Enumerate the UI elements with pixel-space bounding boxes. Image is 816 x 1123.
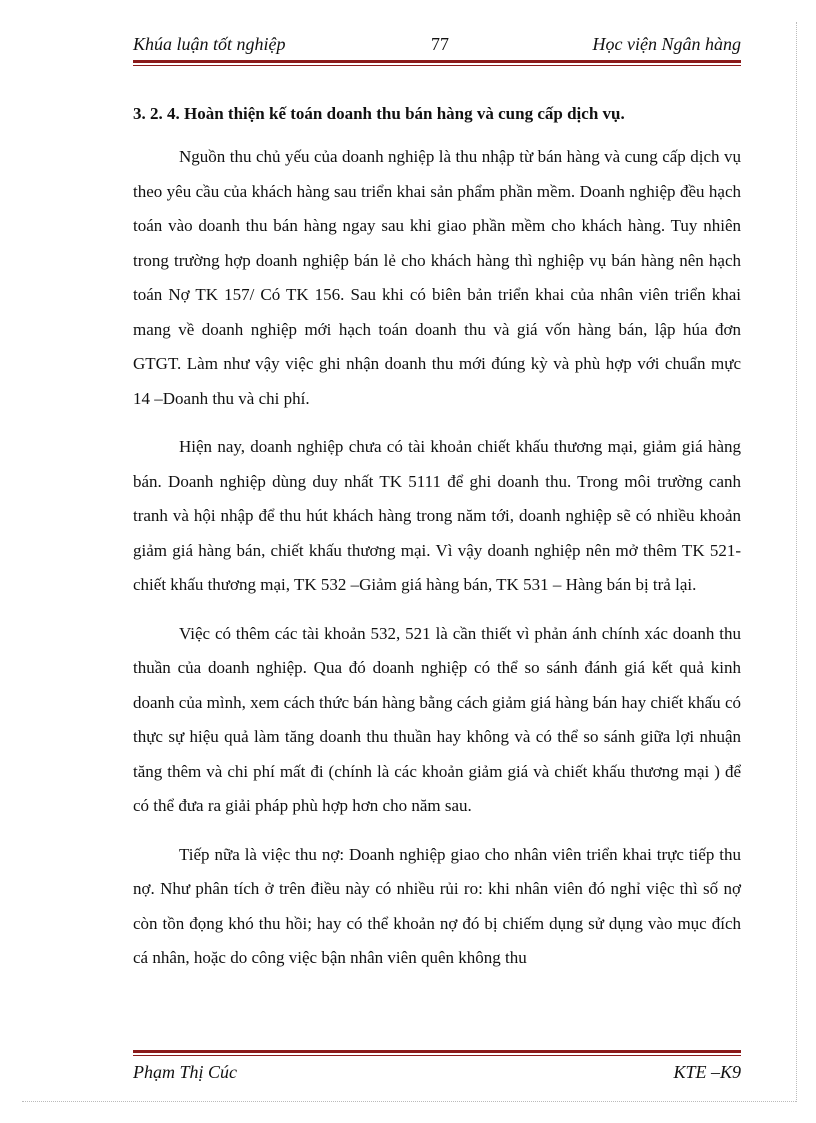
- section-heading: 3. 2. 4. Hoàn thiện kế toán doanh thu bán hàng và cung cấp dịch vụ.: [133, 104, 625, 123]
- paragraph-3: Việc có thêm các tài khoản 532, 521 là cần thiết vì phản ánh chính xác doanh thu thuần của doanh nghiệp. Qua đó doanh nghiệp có thể so sánh đánh giá kết quả kinh doanh của mình, xem cách thức bán hàng bằng cách giảm giá hàng bán hay chiết khấu có thực sự hiệu quả làm tăng doanh thu thuần hay không và có thể so sánh giữa lợi nhuận tăng thêm và chi phí mất đi (chính là các khoản giảm giá và chiết khấu thương mại ) để có thể đưa ra giải pháp phù hợp hơn cho năm sau.: [133, 623, 741, 815]
- paragraph-1: Nguồn thu chủ yếu của doanh nghiệp là thu nhập từ bán hàng và cung cấp dịch vụ theo yêu cầu của khách hàng sau triển khai sản phẩm phần mềm. Doanh nghiệp đều hạch toán vào doanh thu bán hàng ngay sau khi giao phần mềm cho khách hàng. Tuy nhiên trong trường hợp doanh nghiệp bán lẻ cho khách hàng thì nghiệp vụ bán hàng nên hạch toán Nợ TK 157/ Có TK 156. Sau khi có biên bản triển khai của nhân viên triển khai mang về doanh nghiệp mới hạch toán doanh thu và giá vốn hàng bán, lập húa đơn GTGT. Làm như vậy việc ghi nhận doanh thu mới đúng kỳ và phù hợp với chuẩn mực 14 –Doanh thu và chi phí.: [133, 147, 741, 408]
- page-border-right: [796, 22, 797, 1102]
- header-rule-thick: [133, 60, 741, 63]
- footer-rule-thin: [133, 1055, 741, 1056]
- footer-author: Phạm Thị Cúc: [133, 1062, 238, 1082]
- page-footer: [133, 1060, 741, 1086]
- header-thesis-title: Khúa luận tốt nghiệp: [133, 34, 286, 54]
- header-page-number: 77: [431, 34, 449, 54]
- paragraph-2: Hiện nay, doanh nghiệp chưa có tài khoản chiết khấu thương mại, giảm giá hàng bán. Doanh nghiệp dùng duy nhất TK 5111 để ghi doanh thu. Trong môi trường canh tranh và hội nhập để thu hút khách hàng trong năm tới, doanh nghiệp sẽ có nhiều khoản giảm giá hàng bán, chiết khấu thương mại. Vì vậy doanh nghiệp nên mở thêm TK 521- chiết khấu thương mại, TK 532 –Giảm giá hàng bán, TK 531 – Hàng bán bị trả lại.: [133, 437, 741, 594]
- header-rule-thin: [133, 65, 741, 66]
- footer-rule-thick: [133, 1050, 741, 1053]
- header-institution: Học viện Ngân hàng: [592, 34, 741, 54]
- paragraph-4: Tiếp nữa là việc thu nợ: Doanh nghiệp giao cho nhân viên triển khai trực tiếp thu nợ. Như phân tích ở trên điều này có nhiều rủi ro: khi nhân viên đó nghỉ việc thì số nợ còn tồn đọng khó thu hồi; hay có thể khoản nợ đó bị chiếm dụng sử dụng vào mục đích cá nhân, hoặc do công việc bận nhân viên quên không thu: [133, 844, 741, 967]
- page-body: [133, 100, 741, 990]
- page-border-bottom: [22, 1101, 796, 1102]
- footer-class-code: KTE –K9: [673, 1062, 741, 1082]
- page-header: [133, 30, 741, 58]
